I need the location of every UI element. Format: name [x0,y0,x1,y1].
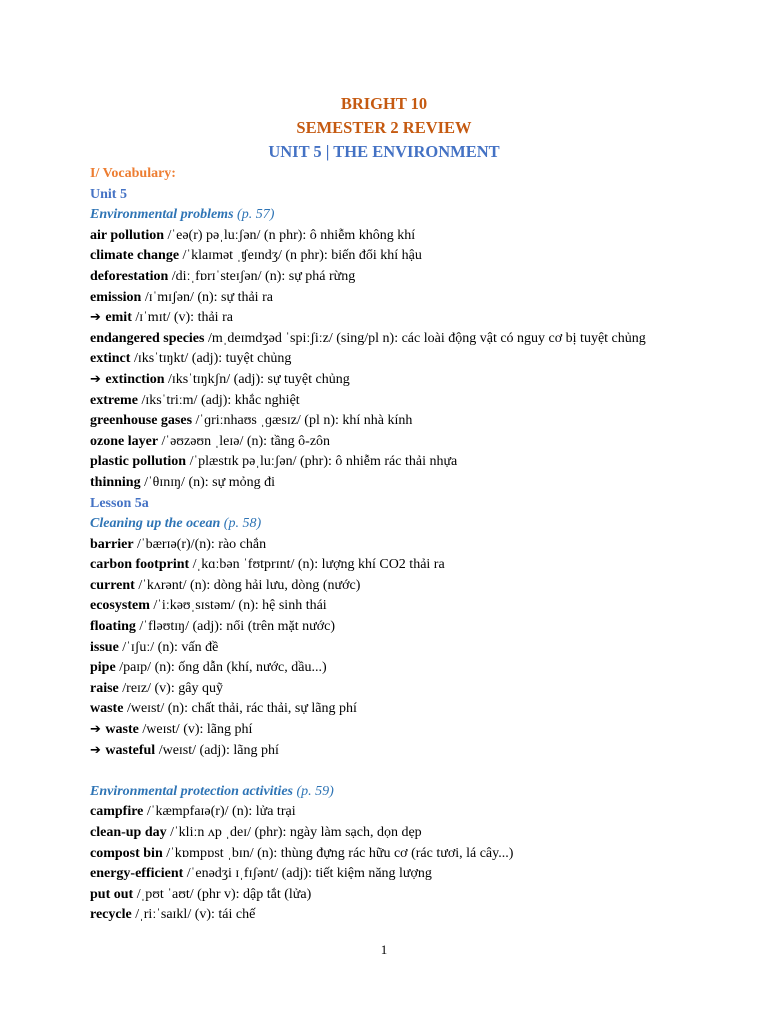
vocab-entry [90,699,730,720]
vocab-word: put out [90,886,134,902]
vocab-entry [90,535,730,556]
topic-page-ref: (p. 57) [233,207,275,223]
arrow-right-icon: ➔ [90,310,106,326]
arrow-right-icon: ➔ [90,371,106,387]
book-title: BRIGHT 10 [340,94,428,113]
vocab-entry [90,288,730,309]
vocab-word: ozone layer [90,433,159,449]
vocab-word: recycle [90,907,132,923]
spacer [90,761,730,782]
vocab-definition: /ˈəʊzəʊn ˌleɪə/ (n): tầng ô-zôn [158,433,331,449]
vocab-entry [90,823,730,844]
topic-heading [90,782,730,803]
vocab-definition: /diːˌfɒrɪˈsteɪʃən/ (n): sự phá rừng [168,268,356,284]
vocab-word: greenhouse gases [90,413,193,429]
vocab-entry [90,905,730,926]
vocab-entry [90,617,730,638]
vocab-entry [90,411,730,432]
vocab-word: emission [90,289,142,305]
vocab-definition: /ɪksˈtɪŋkʃn/ (adj): sự tuyệt chủng [164,371,350,387]
vocab-word: pipe [90,660,116,676]
vocab-word: endangered species [90,330,205,346]
topic-heading [90,514,730,535]
page-number: 1 [380,942,388,957]
vocab-entry [90,864,730,885]
vocab-entry [90,802,730,823]
topic-title: Cleaning up the ocean [90,516,221,532]
vocab-entry [90,267,730,288]
arrow-right-icon: ➔ [90,742,106,758]
vocab-word: floating [90,619,136,635]
vocab-definition: /ɪˈmɪʃən/ (n): sự thải ra [141,289,273,305]
vocab-definition: /ˈkæmpfaɪə(r)/ (n): lửa trại [143,804,296,820]
vocab-definition: /reɪz/ (v): gây quỹ [118,680,223,696]
vocab-word: air pollution [90,227,165,243]
vocab-entry [90,349,730,370]
vocab-word: compost bin [90,845,163,861]
vocab-word: extreme [90,392,138,408]
vocab-definition: /ˈɪʃuː/ (n): vấn đề [118,639,219,655]
vocab-entry [90,555,730,576]
vocab-definition: /ˈkɒmpɒst ˌbɪn/ (n): thùng đựng rác hữu cơ (rác tươi, lá cây...) [162,845,514,861]
vocab-word: extinct [90,351,131,367]
vocab-definition: /ˈkliːn ʌp ˌdeɪ/ (phr): ngày làm sạch, dọn dẹp [166,825,422,840]
vocab-definition: /ˌpʊt ˈaʊt/ (phr v): dập tắt (lửa) [133,886,312,902]
vocab-definition: /ˈeə(r) pəˌluːʃən/ (n phr): ô nhiễm không khí [164,227,416,243]
unit-heading: Lesson 5a [90,495,149,511]
vocab-entry [90,844,730,865]
vocab-word: waste [90,701,124,717]
vocab-word: waste [105,722,139,738]
vocab-entry [90,370,730,391]
vocab-definition: /ˈɡriːnhaʊs ˌɡæsɪz/ (pl n): khí nhà kính [192,413,413,429]
arrow-right-icon: ➔ [90,722,106,738]
vocab-definition: /ˈbærɪə(r)/(n): rào chắn [133,536,267,552]
vocab-entry [90,658,730,679]
vocab-word: thinning [90,474,141,490]
vocab-word: extinction [105,371,165,387]
topic-title: Environmental protection activities [90,783,293,799]
vocab-definition: /paɪp/ (n): ống dẫn (khí, nước, dầu...) [115,660,327,676]
vocab-definition: /ˈθɪnɪŋ/ (n): sự mỏng đi [140,474,275,490]
semester-title: SEMESTER 2 REVIEW [296,118,472,137]
vocab-definition: /ˈkʌrənt/ (n): dòng hải lưu, dòng (nước) [134,577,361,593]
vocab-definition: /ˌriːˈsaɪkl/ (v): tái chế [131,907,256,923]
vocab-entry [90,679,730,700]
vocab-word: issue [90,639,119,655]
vocab-word: emit [105,310,132,326]
vocab-entry [90,720,730,741]
vocab-definition: /ˈiːkəʊˌsɪstəm/ (n): hệ sinh thái [149,598,327,614]
vocab-definition: /ˈplæstɪk pəˌluːʃən/ (phr): ô nhiễm rác thải nhựa [186,454,458,470]
vocab-definition: /ɪˈmɪt/ (v): thải ra [131,310,233,326]
topic-page-ref: (p. 58) [220,516,262,532]
vocab-entry [90,473,730,494]
vocab-word: carbon footprint [90,557,190,573]
vocab-definition: /weɪst/ (n): chất thải, rác thải, sự lãng phí [123,701,357,717]
vocab-definition: /ˈfləʊtɪŋ/ (adj): nổi (trên mặt nước) [135,619,335,635]
vocab-entry [90,329,730,350]
vocab-definition: /ˈenədʒi ɪˌfɪʃənt/ (adj): tiết kiệm năng lượng [183,866,432,882]
topic-heading [90,205,730,226]
vocab-entry [90,226,730,247]
vocab-word: barrier [90,536,134,552]
vocab-definition: /ɪksˈtɪŋkt/ (adj): tuyệt chủng [130,351,292,367]
vocab-word: current [90,577,135,593]
vocab-entry [90,576,730,597]
vocab-word: climate change [90,248,180,264]
unit-heading: Unit 5 [90,186,127,202]
vocab-definition: /ɪksˈtriːm/ (adj): khắc nghiệt [137,392,300,408]
vocab-entry [90,452,730,473]
vocab-entry [90,391,730,412]
unit-title: UNIT 5 | THE ENVIRONMENT [268,142,500,161]
vocab-word: wasteful [105,742,156,758]
vocab-definition: /mˌdeɪmdʒəd ˈspiːʃiːz/ (sing/pl n): các loài động vật có nguy cơ bị tuyệt chủng [204,330,646,346]
vocab-entry [90,308,730,329]
vocab-entry [90,638,730,659]
vocab-entry [90,432,730,453]
vocab-entry [90,246,730,267]
vocab-entry [90,596,730,617]
topic-title: Environmental problems [90,207,234,223]
vocab-definition: /weɪst/ (v): lãng phí [138,722,253,738]
vocab-word: clean-up day [90,825,167,840]
vocab-word: raise [90,680,119,696]
vocab-word: energy-efficient [90,866,184,882]
vocab-entry [90,885,730,906]
vocabulary-list [90,164,730,926]
topic-page-ref: (p. 59) [293,783,334,799]
vocab-definition: /ˌkɑːbən ˈfʊtprɪnt/ (n): lượng khí CO2 thải ra [189,557,445,573]
section-heading: I/ Vocabulary: [90,166,176,181]
vocab-definition: /weɪst/ (adj): lãng phí [155,742,279,758]
vocab-word: deforestation [90,268,169,284]
vocab-word: plastic pollution [90,454,187,470]
vocab-word: campfire [90,804,144,820]
vocab-entry [90,741,730,762]
vocab-definition: /ˈklaɪmət ˌʧeɪndʒ/ (n phr): biến đổi khí hậu [179,248,422,264]
vocab-word: ecosystem [90,598,150,614]
